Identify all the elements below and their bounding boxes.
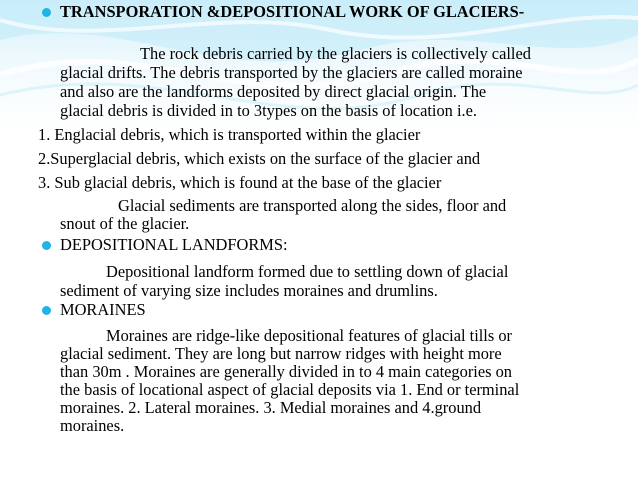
moraines-para-line2: glacial sediment. They are long but narrow ridges with height more: [60, 344, 502, 363]
section-title-moraines: MORAINES: [60, 300, 146, 319]
section-title-transport: TRANSPORATION &DEPOSITIONAL WORK OF GLACIERS-: [60, 2, 525, 21]
moraines-para-line1: Moraines are ridge-like depositional features of glacial tills or: [106, 326, 512, 345]
transport-para2-line1: Glacial sediments are transported along the sides, floor and: [118, 196, 507, 215]
moraines-para-line6: moraines.: [60, 416, 125, 435]
section-title-depositional: DEPOSITIONAL LANDFORMS:: [60, 235, 288, 254]
transport-para2-line2: snout of the glacier.: [60, 214, 190, 233]
debris-item-1: 1. Englacial debris, which is transported within the glacier: [38, 125, 421, 144]
debris-item-3: 3. Sub glacial debris, which is found at the base of the glacier: [38, 173, 442, 192]
transport-para1-line2: glacial drifts. The debris transported by the glaciers are called moraine: [60, 63, 523, 82]
moraines-para-line3: than 30m . Moraines are generally divided in to 4 main categories on: [60, 362, 512, 381]
bullet-icon: [42, 306, 51, 315]
transport-para1-line3: and also are the landforms deposited by direct glacial origin. The: [60, 82, 487, 101]
depositional-para-line2: sediment of varying size includes moraines and drumlins.: [60, 281, 438, 300]
debris-item-2: 2.Superglacial debris, which exists on the surface of the glacier and: [38, 149, 481, 168]
transport-para1-line1: The rock debris carried by the glaciers is collectively called: [140, 44, 531, 63]
moraines-para-line5: moraines. 2. Lateral moraines. 3. Medial moraines and 4.ground: [60, 398, 482, 417]
transport-para1-line4: glacial debris is divided in to 3types on the basis of location i.e.: [60, 101, 477, 120]
bullet-icon: [42, 8, 51, 17]
depositional-para-line1: Depositional landform formed due to settling down of glacial: [106, 262, 509, 281]
bullet-icon: [42, 241, 51, 250]
moraines-para-line4: the basis of locational aspect of glacial deposits via 1. End or terminal: [60, 380, 520, 399]
